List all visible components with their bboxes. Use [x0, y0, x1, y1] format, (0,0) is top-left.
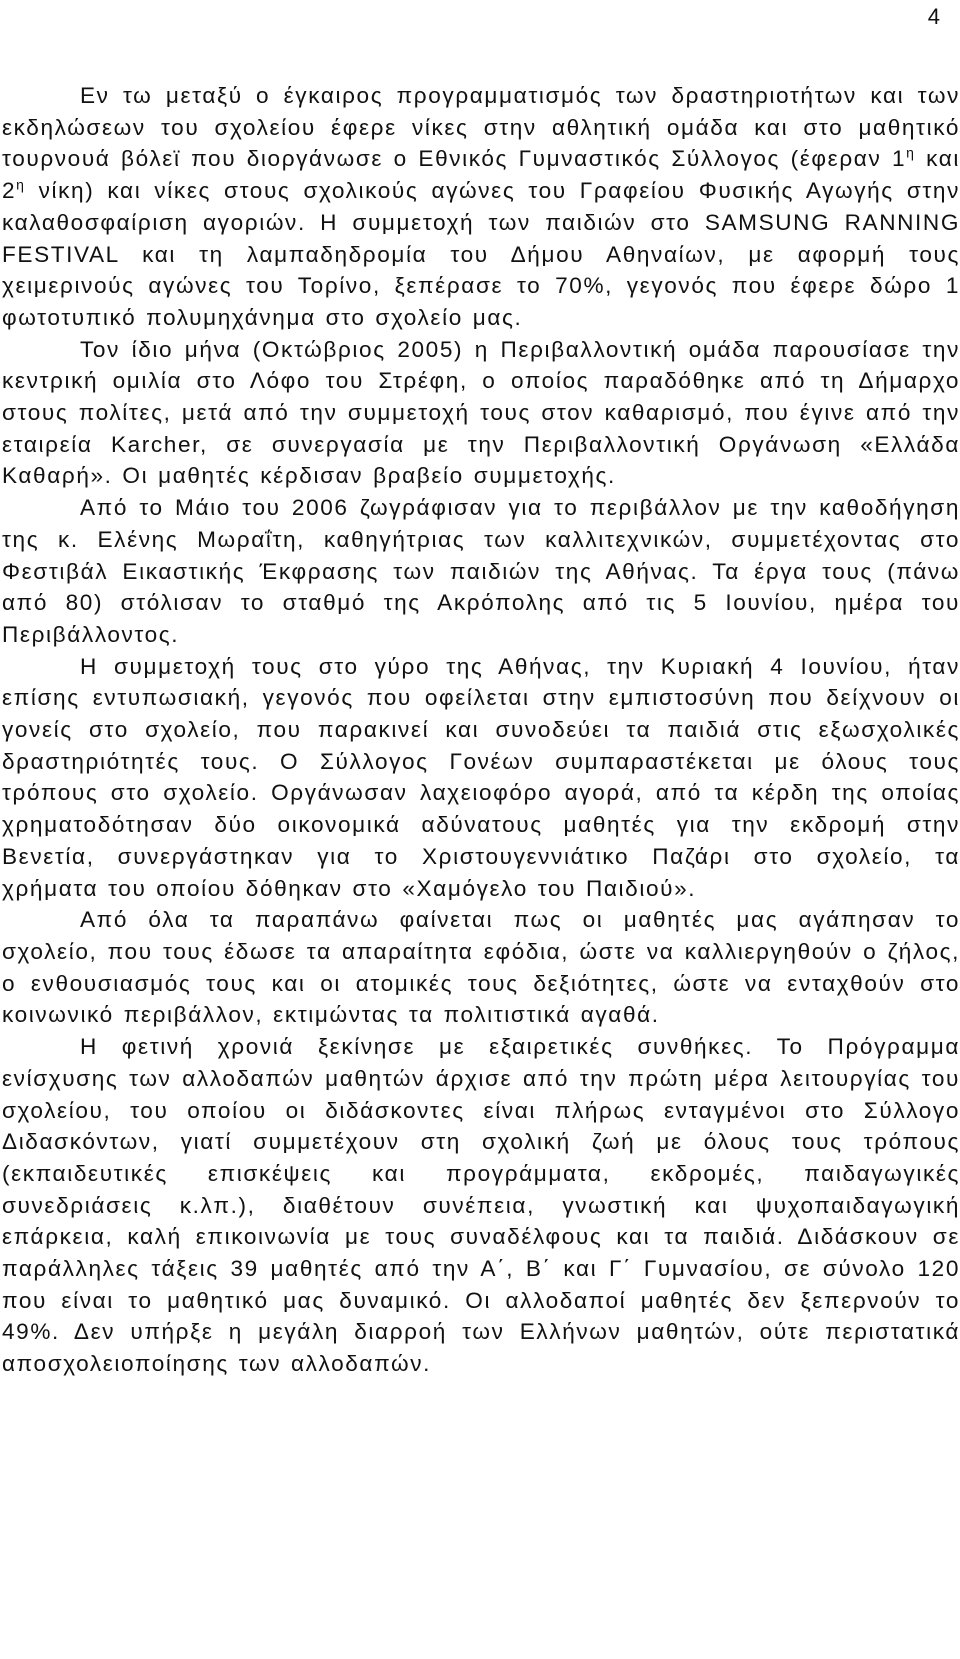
paragraph-parents-association: Η συμμετοχή τους στο γύρο της Αθήνας, την Κυριακή 4 Ιουνίου, ήταν επίσης εντυπωσιακή, γεγονός που οφείλεται στην εμπιστοσύνη που δείχνουν οι γονείς στο σχολείο, που παρακινεί και συνοδεύει τα παιδιά στις εξωσχολικές δραστηριότητές τους. Ο Σύλλογος Γονέων συμπαραστέκεται με όλους τους τρόπους στο σχολείο. Οργάνωσαν λαχειοφόρο αγορά, από τα κέρδη της οποίας χρηματοδότησαν δύο οικονομικά αδύνατους μαθητές για την εκδρομή στην Βενετία, συνεργάστηκαν για το Χριστουγεννιάτικο Παζάρι στο σχολείο, τα χρήματα του οποίου δόθηκαν στο «Χαμόγελο του Παιδιού».	[2, 653, 960, 901]
page-number: 4	[927, 4, 940, 29]
body-text	[2, 80, 960, 1380]
superscript: η	[16, 176, 26, 193]
text-run: νίκη) και νίκες στους σχολικούς αγώνες του Γραφείου Φυσικής Αγωγής στην καλαθοσφαίριση αγοριών. Η συμμετοχή των παιδιών στο SAMSUNG RANNING FESTIVAL και τη λαμπαδηδρομία του Δήμου Αθηναίων, με αφορμή τους χειμερινούς αγώνες του Τορίνο, ξεπέρασε το 70%, γεγονός που έφερε δώρο 1 φωτοτυπικό πολυμηχάνημα στο σχολείο μας.	[2, 178, 960, 330]
paragraph-environmental-team: Τον ίδιο μήνα (Οκτώβριος 2005) η Περιβαλλοντική ομάδα παρουσίασε την κεντρική ομιλία στο Λόφο του Στρέφη, ο οποίος παραδόθηκε από τη Δήμαρχο στους πολίτες, μετά από την συμμετοχή τους στον καθαρισμό, που έγινε από την εταιρεία Karcher, σε συνεργασία με την Περιβαλλοντική Οργάνωση «Ελλάδα Καθαρή». Οι μαθητές κέρδισαν βραβείο συμμετοχής.	[2, 336, 960, 489]
paragraph-sports-results	[2, 80, 960, 334]
text-run: Εν τω μεταξύ ο έγκαιρος προγραμματισμός των δραστηριοτήτων και των εκδηλώσεων του σχολείου έφερε νίκες στην αθλητική ομάδα και στο μαθητικό τουρνουά βόλεϊ που διοργάνωσε ο Εθνικός Γυμναστικός Σύλλογος (έφεραν 1	[2, 83, 960, 172]
paragraph-conclusion: Από όλα τα παραπάνω φαίνεται πως οι μαθητές μας αγάπησαν το σχολείο, που τους έδωσε τα απαραίτητα εφόδια, ώστε να καλλιεργηθούν ο ζήλος, ο ενθουσιασμός τους και οι ατομικές τους δεξιότητες, ώστε να ενταχθούν στο κοινωνικό περιβάλλον, εκτιμώντας τα πολιτιστικά αγαθά.	[2, 907, 960, 1028]
superscript: η	[906, 144, 916, 161]
text-run: και 2	[2, 146, 960, 204]
paragraph-foreign-students: Η φετινή χρονιά ξεκίνησε με εξαιρετικές συνθήκες. Το Πρόγραμμα ενίσχυσης των αλλοδαπών μαθητών άρχισε από την πρώτη μέρα λειτουργίας του σχολείου, του οποίου οι διδάσκοντες είναι πλήρως ενταγμένοι στο Σύλλογο Διδασκόντων, γιατί συμμετέχουν στη σχολική ζωή με όλους τους τρόπους (εκπαιδευτικές επισκέψεις και προγράμματα, εκδρομές, παιδαγωγικές συνεδριάσεις κ.λπ.), διαθέτουν συνέπεια, γνωστική και ψυχοπαιδαγωγική επάρκεια, καλή επικοινωνία με τους συναδέλφους και τα παιδιά. Διδάσκουν σε παράλληλες τάξεις 39 μαθητές από την Α΄, Β΄ και Γ΄ Γυμνασίου, σε σύνολο 120 που είναι το μαθητικό μας δυναμικό. Οι αλλοδαποί μαθητές δεν ξεπερνούν το 49%. Δεν υπήρξε η μεγάλη διαρροή των Ελλήνων μαθητών, ούτε περιστατικά αποσχολειοποίησης των αλλοδαπών.	[2, 1034, 960, 1377]
paragraph-art-festival: Από το Μάιο του 2006 ζωγράφισαν για το περιβάλλον με την καθοδήγηση της κ. Ελένης Μωραΐτη, καθηγήτριας των καλλιτεχνικών, συμμετέχοντας στο Φεστιβάλ Εικαστικής Έκφρασης των παιδιών της Αθήνας. Τα έργα τους (πάνω από 80) στόλισαν το σταθμό της Ακρόπολης από τις 5 Ιουνίου, ημέρα του Περιβάλλοντος.	[2, 495, 960, 647]
